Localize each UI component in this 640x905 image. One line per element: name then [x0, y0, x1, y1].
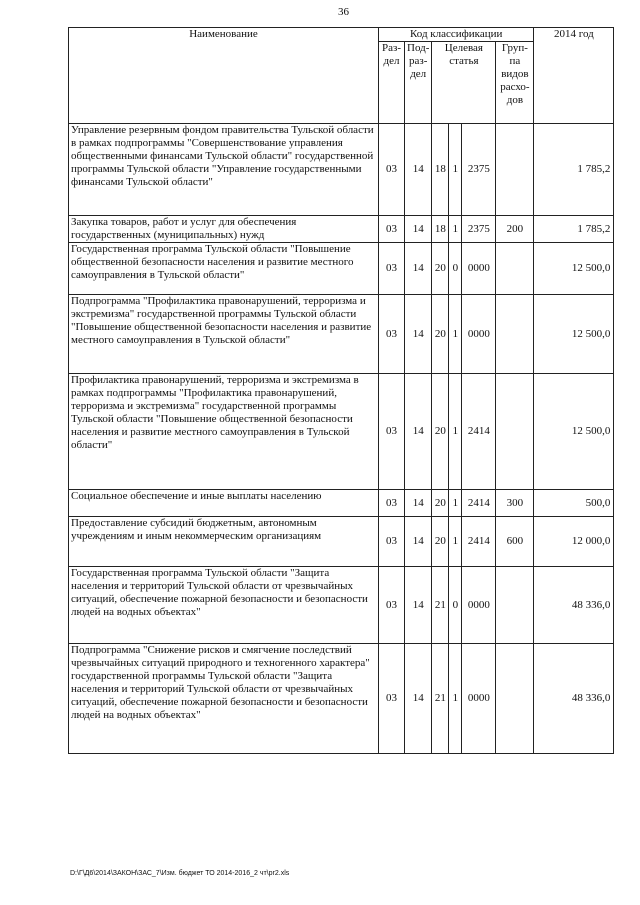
row-podrazdel: 14	[405, 124, 432, 216]
row-amount: 12 500,0	[534, 295, 614, 374]
row-expense-group: 600	[496, 517, 534, 567]
table-row	[69, 216, 614, 243]
header-target: Целевая статья	[432, 42, 496, 124]
row-amount: 500,0	[534, 490, 614, 517]
row-target-program: 21	[432, 644, 449, 754]
row-target-item: 0000	[462, 644, 496, 754]
row-razdel: 03	[379, 567, 405, 644]
row-target-subprogram: 1	[449, 644, 462, 754]
row-razdel: 03	[379, 295, 405, 374]
row-podrazdel: 14	[405, 490, 432, 517]
row-podrazdel: 14	[405, 295, 432, 374]
row-name: Закупка товаров, работ и услуг для обеспечения государственных (муниципальных) нужд	[69, 216, 379, 243]
row-podrazdel: 14	[405, 644, 432, 754]
table-row	[69, 644, 614, 754]
row-target-item: 2414	[462, 374, 496, 490]
row-target-subprogram: 1	[449, 374, 462, 490]
row-target-subprogram: 1	[449, 295, 462, 374]
table-row	[69, 124, 614, 216]
row-target-program: 18	[432, 124, 449, 216]
row-amount: 48 336,0	[534, 644, 614, 754]
row-target-program: 21	[432, 567, 449, 644]
row-razdel: 03	[379, 216, 405, 243]
row-target-item: 2375	[462, 216, 496, 243]
table-row	[69, 517, 614, 567]
row-expense-group	[496, 243, 534, 295]
row-target-subprogram: 1	[449, 490, 462, 517]
header-group: Груп-па видов расхо-дов	[496, 42, 534, 124]
row-name: Подпрограмма "Снижение рисков и смягчение последствий чрезвычайных ситуаций природного и техногенного характера" государственной программы Тульской области "Защита населения и территорий Тульской области от чрезвычайных ситуаций, обеспечение пожарной безопасности и безопасности людей на водных объектах"	[69, 644, 379, 754]
row-name: Предоставление субсидий бюджетным, автономным учреждениям и иным некоммерческим организациям	[69, 517, 379, 567]
row-target-item: 2414	[462, 490, 496, 517]
row-razdel: 03	[379, 124, 405, 216]
row-razdel: 03	[379, 517, 405, 567]
row-razdel: 03	[379, 644, 405, 754]
table-row	[69, 295, 614, 374]
header-year: 2014 год	[534, 28, 614, 124]
header-code-group: Код классификации	[379, 28, 534, 42]
row-target-program: 18	[432, 216, 449, 243]
row-name: Подпрограмма "Профилактика правонарушений, терроризма и экстремизма" государственной программы Тульской области "Повышение общественной безопасности населения и развитие местного самоуправления в Тульской области"	[69, 295, 379, 374]
row-target-item: 0000	[462, 295, 496, 374]
row-expense-group: 200	[496, 216, 534, 243]
row-name: Управление резервным фондом правительства Тульской области в рамках подпрограммы "Совершенствование управления общественными финансами Тульской области" государственной программы Тульской области "Управление государственными финансами Тульской области"	[69, 124, 379, 216]
row-amount: 12 000,0	[534, 517, 614, 567]
row-amount: 12 500,0	[534, 374, 614, 490]
row-target-program: 20	[432, 243, 449, 295]
row-target-subprogram: 1	[449, 124, 462, 216]
row-target-item: 2414	[462, 517, 496, 567]
table-row	[69, 490, 614, 517]
row-target-program: 20	[432, 490, 449, 517]
row-name: Государственная программа Тульской области "Защита населения и территорий Тульской области от чрезвычайных ситуаций, обеспечение пожарной безопасности и безопасности людей на водных объектах"	[69, 567, 379, 644]
row-amount: 48 336,0	[534, 567, 614, 644]
page-number: 36	[338, 6, 349, 18]
row-expense-group: 300	[496, 490, 534, 517]
row-podrazdel: 14	[405, 567, 432, 644]
row-expense-group	[496, 644, 534, 754]
row-podrazdel: 14	[405, 216, 432, 243]
row-razdel: 03	[379, 490, 405, 517]
header-name: Наименование	[69, 28, 379, 124]
row-expense-group	[496, 567, 534, 644]
row-razdel: 03	[379, 374, 405, 490]
row-amount: 1 785,2	[534, 216, 614, 243]
row-podrazdel: 14	[405, 374, 432, 490]
row-podrazdel: 14	[405, 517, 432, 567]
row-name: Профилактика правонарушений, терроризма и экстремизма в рамках подпрограммы "Профилактика правонарушений, терроризма и экстремизма" государственной программы Тульской области "Повышение общественной безопасности населения и развитие местного самоуправления в Тульской области"	[69, 374, 379, 490]
file-path-footer: D:\Г\Д6\2014\ЗАКОН\ЗАС_7\Изм. бюджет ТО 2014-2016_2 чт\pr2.xls	[70, 870, 290, 877]
row-target-item: 0000	[462, 243, 496, 295]
row-target-subprogram: 0	[449, 567, 462, 644]
row-expense-group	[496, 374, 534, 490]
row-target-item: 0000	[462, 567, 496, 644]
budget-table	[68, 27, 614, 754]
row-razdel: 03	[379, 243, 405, 295]
row-name: Социальное обеспечение и иные выплаты населению	[69, 490, 379, 517]
header-razdel: Раз-дел	[379, 42, 405, 124]
row-podrazdel: 14	[405, 243, 432, 295]
table-row	[69, 243, 614, 295]
row-target-program: 20	[432, 374, 449, 490]
row-target-subprogram: 0	[449, 243, 462, 295]
row-target-program: 20	[432, 295, 449, 374]
row-amount: 12 500,0	[534, 243, 614, 295]
row-target-subprogram: 1	[449, 517, 462, 567]
row-target-subprogram: 1	[449, 216, 462, 243]
table-row	[69, 374, 614, 490]
row-amount: 1 785,2	[534, 124, 614, 216]
row-target-program: 20	[432, 517, 449, 567]
row-expense-group	[496, 124, 534, 216]
table-row	[69, 567, 614, 644]
row-name: Государственная программа Тульской области "Повышение общественной безопасности населения и развитие местного самоуправления в Тульской области"	[69, 243, 379, 295]
header-podrazdel: Под-раз-дел	[405, 42, 432, 124]
row-target-item: 2375	[462, 124, 496, 216]
row-expense-group	[496, 295, 534, 374]
